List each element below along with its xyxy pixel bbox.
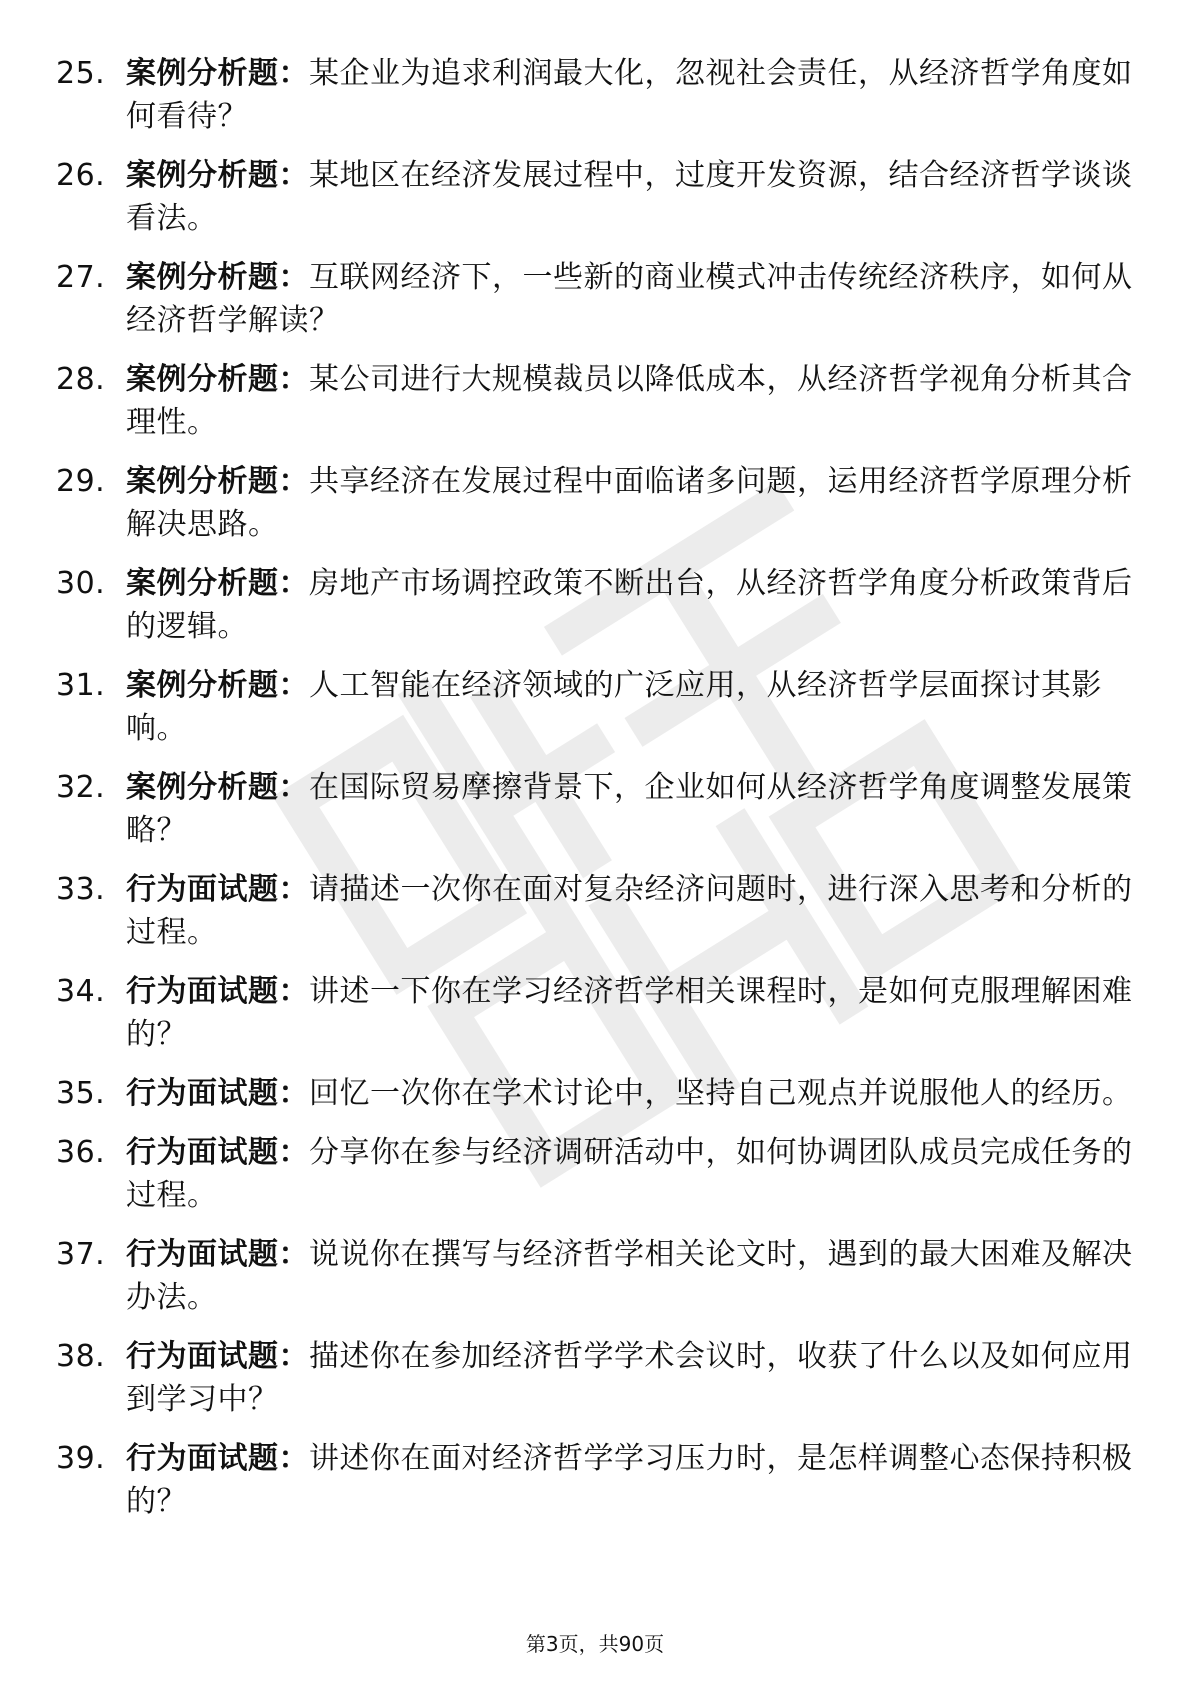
page-footer: 第3页，共90页 [525,1632,665,1656]
question-type: 行为面试题： [126,872,309,907]
question-item [56,154,1136,240]
question-item [56,1233,1136,1319]
question-text: 讲述你在面对经济哲学学习压力时，是怎样调整心态保持积极的？ [126,1441,1133,1519]
question-text: 说说你在撰写与经济哲学相关论文时，遇到的最大困难及解决办法。 [126,1237,1133,1315]
question-number: 29. [56,464,106,499]
question-number: 26. [56,158,106,193]
question-text: 某公司进行大规模裁员以降低成本，从经济哲学视角分析其合理性。 [126,362,1133,440]
question-number: 30. [56,566,106,601]
question-text: 回忆一次你在学术讨论中，坚持自己观点并说服他人的经历。 [309,1076,1133,1111]
question-type: 行为面试题： [126,1135,309,1170]
question-item [56,1437,1136,1523]
question-item [56,1335,1136,1421]
question-number: 39. [56,1441,106,1476]
question-number: 38. [56,1339,106,1374]
question-list [56,52,1136,1539]
question-text: 讲述一下你在学习经济哲学相关课程时，是如何克服理解困难的？ [126,974,1133,1052]
question-number: 36. [56,1135,106,1170]
question-text: 互联网经济下，一些新的商业模式冲击传统经济秩序，如何从经济哲学解读？ [126,260,1133,338]
question-type: 案例分析题： [126,566,309,601]
question-number: 25. [56,56,106,91]
question-item [56,1131,1136,1217]
question-type: 案例分析题： [126,362,309,397]
question-number: 27. [56,260,106,295]
question-number: 35. [56,1076,106,1111]
question-item [56,868,1136,954]
question-item [56,562,1136,648]
question-number: 28. [56,362,106,397]
question-text: 共享经济在发展过程中面临诸多问题，运用经济哲学原理分析解决思路。 [126,464,1133,542]
question-text: 房地产市场调控政策不断出台，从经济哲学角度分析政策背后的逻辑。 [126,566,1133,644]
question-type: 案例分析题： [126,56,309,91]
question-type: 案例分析题： [126,260,309,295]
question-item [56,52,1136,138]
question-item [56,358,1136,444]
question-type: 行为面试题： [126,1237,309,1272]
question-text: 分享你在参与经济调研活动中，如何协调团队成员完成任务的过程。 [126,1135,1133,1213]
question-type: 案例分析题： [126,464,309,499]
question-type: 案例分析题： [126,158,309,193]
question-text: 人工智能在经济领域的广泛应用，从经济哲学层面探讨其影响。 [126,668,1102,746]
question-text: 某企业为追求利润最大化，忽视社会责任，从经济哲学角度如何看待？ [126,56,1133,134]
question-number: 32. [56,770,106,805]
question-text: 某地区在经济发展过程中，过度开发资源，结合经济哲学谈谈看法。 [126,158,1133,236]
question-number: 37. [56,1237,106,1272]
question-type: 行为面试题： [126,1441,309,1476]
question-type: 行为面试题： [126,1076,309,1111]
question-item [56,970,1136,1056]
question-text: 在国际贸易摩擦背景下，企业如何从经济哲学角度调整发展策略？ [126,770,1133,848]
question-text: 请描述一次你在面对复杂经济问题时，进行深入思考和分析的过程。 [126,872,1133,950]
question-number: 31. [56,668,106,703]
question-item [56,256,1136,342]
question-number: 34. [56,974,106,1009]
question-item [56,664,1136,750]
question-item [56,460,1136,546]
question-type: 行为面试题： [126,1339,309,1374]
question-type: 案例分析题： [126,770,309,805]
question-text: 描述你在参加经济哲学学术会议时，收获了什么以及如何应用到学习中？ [126,1339,1133,1417]
question-item [56,766,1136,852]
question-type: 行为面试题： [126,974,309,1009]
question-item [56,1072,1136,1115]
question-type: 案例分析题： [126,668,309,703]
question-number: 33. [56,872,106,907]
